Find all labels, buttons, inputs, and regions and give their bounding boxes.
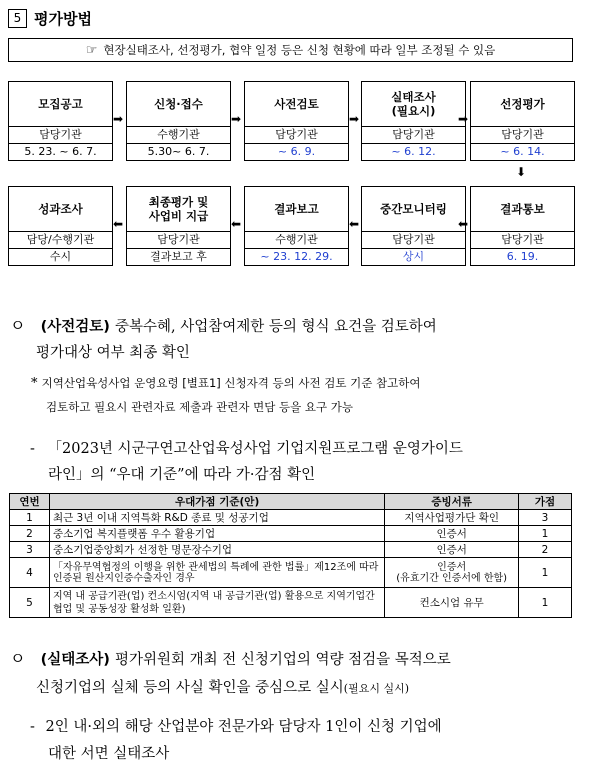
step-role: 담당기관 [9, 127, 112, 144]
step-role: 담당기관 [362, 232, 465, 249]
prereview-paragraph [10, 313, 437, 336]
step-title: 사전검토 [245, 82, 348, 127]
cell-points: 2 [519, 542, 572, 558]
table-row [10, 510, 572, 526]
cell-evidence: 인증서 [385, 526, 519, 542]
arrow-right-icon: ➡ [113, 112, 124, 126]
step-role: 담당기관 [471, 127, 574, 144]
step-date: ~ 23. 12. 29. [260, 250, 333, 263]
table-header-row [10, 494, 572, 510]
flow-step-prereview [244, 81, 349, 161]
step-date: ~ 6. 12. [391, 145, 436, 158]
arrow-right-icon: ➡ [349, 112, 360, 126]
table-row [10, 542, 572, 558]
prereview-dash-item [30, 437, 463, 458]
note-line2: 검토하고 필요시 관련자료 제출과 관련자 면담 등을 요구 가능 [46, 400, 353, 414]
step-date: ~ 6. 14. [500, 145, 545, 158]
survey-dash-item [30, 715, 442, 736]
step-title: 모집공고 [9, 82, 112, 127]
step-date: 상시 [402, 250, 425, 263]
schedule-notice [8, 38, 573, 62]
col-header-evidence: 증빙서류 [385, 494, 519, 510]
survey-line2: 신청기업의 실체 등의 사실 확인을 중심으로 실시 [36, 680, 344, 696]
arrow-left-icon: ⬅ [113, 217, 124, 231]
cell-no: 3 [10, 542, 50, 558]
survey-paragraph [10, 646, 451, 669]
cell-criteria: 중소기업 복지플랫폼 우수 활용기업 [49, 526, 384, 542]
step-date: 수시 [49, 250, 72, 263]
step-title: 선정평가 [471, 82, 574, 127]
cell-criteria: 「자유무역협정의 이행을 위한 관세법의 특례에 관한 법률」제12조에 따라 인증된 원산지인증수출자인 경우 [49, 558, 384, 588]
flow-step-monitoring [361, 186, 469, 266]
cell-points: 1 [519, 526, 572, 542]
step-role: 담당기관 [362, 127, 465, 144]
cell-points: 1 [519, 558, 572, 588]
flow-step-selection [470, 81, 575, 161]
arrow-right-icon: ➡ [231, 112, 242, 126]
table-row [10, 588, 572, 618]
cell-evidence: 인증서 (유효기간 인증서에 한함) [385, 558, 519, 588]
step-title: 결과통보 [471, 187, 574, 232]
step-date: 결과보고 후 [150, 250, 207, 263]
step-role: 담당기관 [127, 232, 230, 249]
cell-no: 1 [10, 510, 50, 526]
prereview-note [31, 375, 420, 391]
section-number: 5 [8, 9, 27, 28]
step-role: 담당기관 [471, 232, 574, 249]
table-row [10, 526, 572, 542]
arrow-left-icon: ⬅ [231, 217, 242, 231]
step-title: 최종평가 및 사업비 지급 [127, 187, 230, 232]
dash-mark: - [30, 441, 35, 457]
bonus-criteria-table [9, 493, 572, 618]
dash-line2: 라인」의 “우대 기준”에 따라 가·감점 확인 [48, 467, 316, 483]
dash-mark: - [30, 719, 35, 735]
pointing-hand-icon: ☞ [85, 42, 98, 58]
step-title: 실태조사 (필요시) [362, 82, 465, 127]
survey-line2-note: (필요시 실시) [343, 682, 410, 695]
step-date: 6. 19. [506, 250, 539, 263]
flow-step-survey [361, 81, 469, 161]
dash-line1: 「2023년 시군구연고산업육성사업 기업지원프로그램 운영가이드 [47, 441, 463, 457]
survey-line2-wrap [36, 676, 409, 697]
flow-step-final-evaluation [126, 186, 231, 266]
prereview-label: (사전검토) [40, 319, 110, 335]
col-header-points: 가점 [519, 494, 572, 510]
dash-line2: 대한 서면 실태조사 [48, 746, 170, 762]
notice-text: 현장실태조사, 선정평가, 협약 일정 등은 신청 현황에 따라 일부 조정될 수 있음 [103, 43, 496, 57]
dash-line1: 2인 내·외의 해당 산업분야 전문가와 담당자 1인이 신청 기업에 [45, 719, 442, 735]
arrow-right-icon: ➡ [458, 112, 469, 126]
cell-criteria: 중소기업중앙회가 선정한 명문장수기업 [49, 542, 384, 558]
step-role: 담당기관 [245, 127, 348, 144]
step-role: 수행기관 [127, 127, 230, 144]
cell-evidence: 지역사업평가단 확인 [385, 510, 519, 526]
col-header-criteria: 우대가점 기준(안) [49, 494, 384, 510]
arrow-left-icon: ⬅ [458, 217, 469, 231]
cell-evidence: 컨소시엄 유무 [385, 588, 519, 618]
section-title: 평가방법 [34, 10, 92, 28]
prereview-line1: 중복수혜, 사업참여제한 등의 형식 요건을 검토하여 [114, 319, 437, 335]
flow-step-application [126, 81, 231, 161]
flow-step-performance [8, 186, 113, 266]
cell-evidence: 인증서 [385, 542, 519, 558]
step-date: ~ 6. 9. [277, 145, 316, 158]
table-row [10, 558, 572, 588]
step-title: 중간모니터링 [362, 187, 465, 232]
survey-line1: 평가위원회 개최 전 신청기업의 역량 점검을 목적으로 [114, 652, 451, 668]
flow-step-recruitment [8, 81, 113, 161]
step-date: 5. 23. ~ 6. 7. [24, 145, 97, 158]
step-title: 신청·접수 [127, 82, 230, 127]
step-title: 결과보고 [245, 187, 348, 232]
cell-points: 1 [519, 588, 572, 618]
arrow-left-icon: ⬅ [349, 217, 360, 231]
step-title: 성과조사 [9, 187, 112, 232]
flow-step-notification [470, 186, 575, 266]
cell-no: 5 [10, 588, 50, 618]
bullet-mark: ㅇ [10, 649, 26, 668]
step-date: 5.30~ 6. 7. [147, 145, 210, 158]
cell-criteria: 최근 3년 이내 지역특화 R&D 종료 및 성공기업 [49, 510, 384, 526]
prereview-line2: 평가대상 여부 최종 확인 [36, 345, 190, 361]
step-role: 담당/수행기관 [9, 232, 112, 249]
flow-step-result-report [244, 186, 349, 266]
step-role: 수행기관 [245, 232, 348, 249]
cell-no: 2 [10, 526, 50, 542]
col-header-no: 연번 [10, 494, 50, 510]
cell-points: 3 [519, 510, 572, 526]
arrow-down-icon: ⬇ [516, 165, 527, 179]
note-mark: * [31, 376, 38, 391]
cell-no: 4 [10, 558, 50, 588]
cell-criteria: 지역 내 공급기관(업) 컨소시엄(지역 내 공급기관(업) 활용으로 지역기업간 협업 및 공동성장 활성화 일환) [49, 588, 384, 618]
bullet-mark: ㅇ [10, 316, 26, 335]
survey-label: (실태조사) [40, 652, 110, 668]
note-line1: 지역산업육성사업 운영요령 [별표1] 신청자격 등의 사전 검토 기준 참고하여 [41, 376, 421, 390]
